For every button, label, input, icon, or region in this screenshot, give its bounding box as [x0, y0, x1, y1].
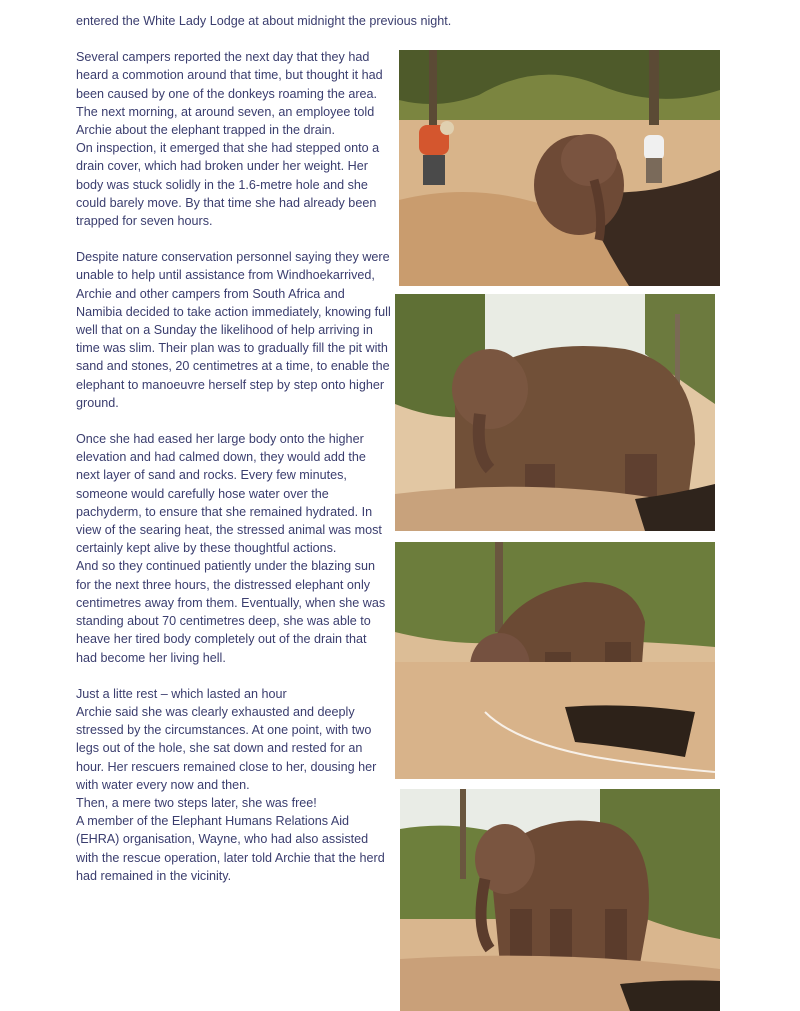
paragraph-ehra: A member of the Elephant Humans Relations Aid (EHRA) organisation, Wayne, who had also assisted with the rescue operation, later told Archie that the herd had remained in the vicinity.	[76, 814, 385, 883]
paragraph-inspection: On inspection, it emerged that she had stepped onto a drain cover, which had broken under her weight. Her body was stuck solidly in the 1.6-metre hole and she could barely move. By that time she had already been trapped for seven hours.	[76, 141, 380, 229]
elephant-trapped-in-drain-photo	[399, 50, 720, 286]
elephant-standing-free-photo	[400, 789, 720, 1011]
article-text-column	[76, 12, 452, 885]
paragraph-plan: Despite nature conservation personnel saying they were unable to help until assistance from Windhoekarrived, Archie and other campers from South Africa and Namibia decided to take action immediately, knowing full well that on a Sunday the likelihood of help arriving in time was slim. Their plan was to gradually fill the pit with sand and stones, 20 centimetres at a time, to enable the elephant to manoeuvre herself step by step onto higher ground.	[76, 250, 391, 410]
paragraph-three-hours: And so they continued patiently under the blazing sun for the next three hours, the distressed elephant only centimetres away from them. Eventually, when she was standing about 70 centimetres deep, she was able to heave her tired body completely out of the drain that had become her living hell.	[76, 559, 386, 665]
lead-line: entered the White Lady Lodge at about midnight the previous night.	[76, 14, 452, 28]
elephant-kneeling-photo	[395, 294, 715, 531]
paragraph-hydration: Once she had eased her large body onto the higher elevation and had calmed down, they would add the next layer of sand and rocks. Every few minutes, someone would carefully hose water over the pachyderm, to ensure that she remained hydrated. In view of the searing heat, the stressed animal was most certainly kept alive by these thoughtful actions.	[76, 432, 382, 556]
paragraph-free: Then, a mere two steps later, she was free!	[76, 795, 317, 810]
paragraph-exhausted: Archie said she was clearly exhausted and deeply stressed by the circumstances. At one point, with two legs out of the hole, she sat down and rested for an hour. Her rescuers remained close to her, dousing her with water every now and then.	[76, 704, 377, 792]
elephant-climbing-out-photo	[395, 542, 715, 779]
subheading-rest: Just a litte rest – which lasted an hour	[76, 686, 287, 701]
paragraph-campers-report: Several campers reported the next day that they had heard a commotion around that time, but thought it had been caused by one of the donkeys roaming the area. The next morning, at around seven, an employee told Archie about the elephant trapped in the drain.	[76, 50, 383, 138]
